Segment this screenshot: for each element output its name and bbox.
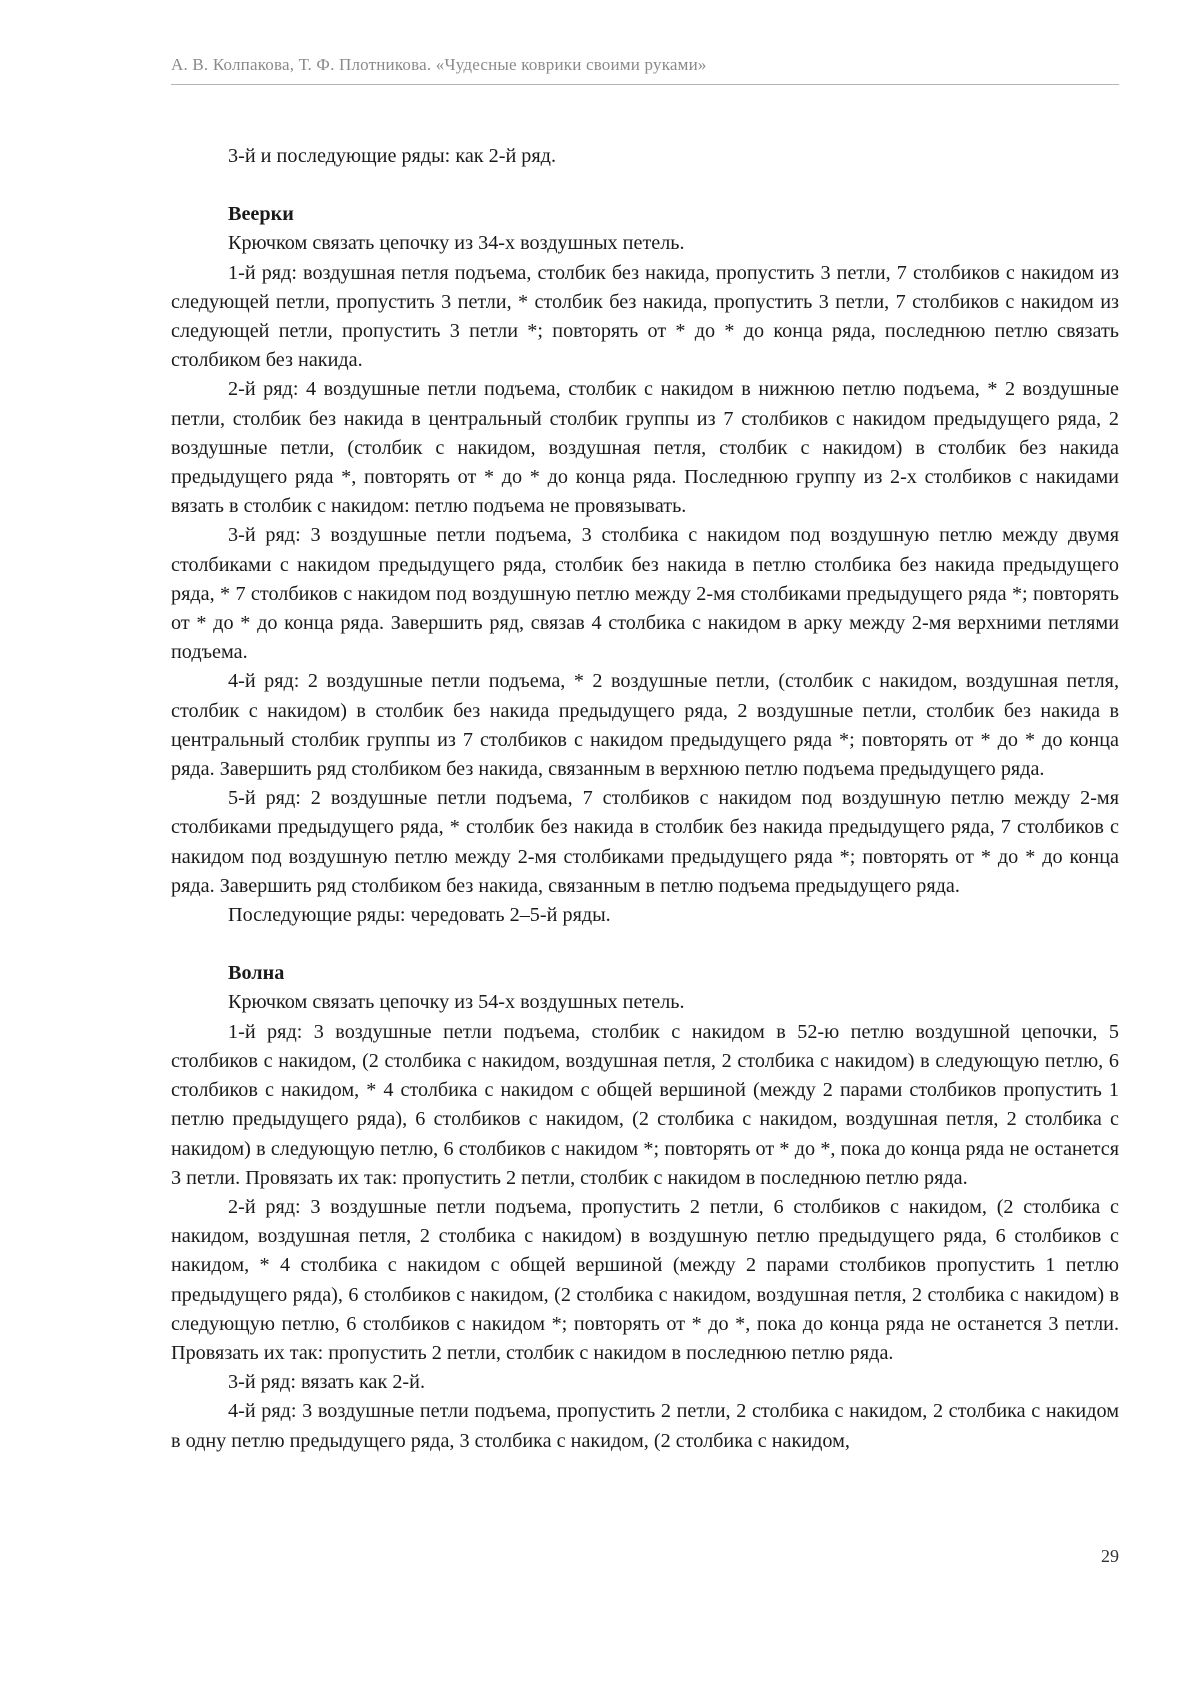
page-number: 29	[1101, 1546, 1119, 1566]
section-title-veerki: Веерки	[228, 203, 294, 226]
paragraph: 3-й и последующие ряды: как 2-й ряд.	[228, 145, 556, 167]
paragraph: Крючком связать цепочку из 54-х воздушных петель.	[228, 991, 685, 1014]
section-gap	[171, 930, 1119, 959]
paragraph: 4-й ряд: 2 воздушные петли подъема, * 2 воздушные петли, (столбик с накидом, воздушная петля, столбик с накидом) в столбик без накида предыдущего ряда, 2 воздушные петли, столбик без накида в центральный столбик группы из 7 столбиков с накидом предыдущего ряда *; повторять от * до * до конца ряда. Завершить ряд столбиком без накида, связанным в верхнюю петлю подъема предыдущего ряда.	[171, 670, 1119, 781]
running-header: А. В. Колпакова, Т. Ф. Плотникова. «Чудесные коврики своими руками»	[171, 55, 1119, 85]
paragraph: 5-й ряд: 2 воздушные петли подъема, 7 столбиков с накидом под воздушную петлю между 2-мя столбиками предыдущего ряда, * столбик без накида в столбик без накида предыдущего ряда, 7 столбиков с накидом под воздушную петлю между 2-мя столбиками предыдущего ряда *; повторять от * до * до конца ряда. Завершить ряд столбиком без накида, связанным в петлю подъема предыдущего ряда.	[171, 787, 1119, 897]
paragraph: Крючком связать цепочку из 34-х воздушных петель.	[228, 232, 685, 255]
paragraph: 2-й ряд: 3 воздушные петли подъема, пропустить 2 петли, 6 столбиков с накидом, (2 столбика с накидом, воздушная петля, 2 столбика с накидом) в воздушную петлю предыдущего ряда, 6 столбиков с накидом, * 4 столбика с накидом с общей вершиной (между 2 парами столбиков пропустить 1 петлю предыдущего ряда), 6 столбиков с накидом, (2 столбика с накидом, воздушная петля, 2 столбика с накидом) в следующую петлю, 6 столбиков с накидом *; повторять от * до *, пока до конца ряда не останется 3 петли. Провязать их так: пропустить 2 петли, столбик с накидом в последнюю петлю ряда.	[171, 1195, 1119, 1364]
paragraph: 1-й ряд: воздушная петля подъема, столбик без накида, пропустить 3 петли, 7 столбиков с накидом из следующей петли, пропустить 3 петли, * столбик без накида, пропустить 3 петли, 7 столбиков с накидом из следующей петли, пропустить 3 петли *; повторять от * до * до конца ряда, последнюю петлю связать столбиком без накида.	[171, 261, 1119, 372]
page-body	[171, 142, 1119, 1456]
paragraph: 3-й ряд: 3 воздушные петли подъема, 3 столбика с накидом под воздушную петлю между двумя столбиками с накидом предыдущего ряда, столбик без накида в петлю столбика без накида предыдущего ряда, * 7 столбиков с накидом под воздушную петлю между 2-мя столбиками предыдущего ряда *; повторять от * до * до конца ряда. Завершить ряд, связав 4 столбика с накидом в арку между 2-мя верхними петлями подъема.	[171, 524, 1119, 664]
paragraph: 4-й ряд: 3 воздушные петли подъема, пропустить 2 петли, 2 столбика с накидом, 2 столбика с накидом в одну петлю предыдущего ряда, 3 столбика с накидом, (2 столбика с накидом,	[171, 1400, 1119, 1452]
section-title-volna: Волна	[228, 962, 285, 985]
paragraph: Последующие ряды: чередовать 2–5-й ряды.	[228, 904, 611, 927]
paragraph: 3-й ряд: вязать как 2-й.	[228, 1371, 425, 1394]
paragraph: 1-й ряд: 3 воздушные петли подъема, столбик с накидом в 52-ю петлю воздушной цепочки, 5 столбиков с накидом, (2 столбика с накидом, воздушная петля, 2 столбика с накидом) в следующую петлю, 6 столбиков с накидом, * 4 столбика с накидом с общей вершиной (между 2 парами столбиков пропустить 1 петлю предыдущего ряда), 6 столбиков с накидом, (2 столбика с накидом, воздушная петля, 2 столбика с накидом) в следующую петлю, 6 столбиков с накидом *; повторять от * до *, пока до конца ряда не останется 3 петли. Провязать их так: пропустить 2 петли, столбик с накидом в последнюю петлю ряда.	[171, 1020, 1119, 1189]
section-gap	[171, 171, 1119, 200]
paragraph: 2-й ряд: 4 воздушные петли подъема, столбик с накидом в нижнюю петлю подъема, * 2 воздушные петли, столбик без накида в центральный столбик группы из 7 столбиков с накидом предыдущего ряда, 2 воздушные петли, (столбик с накидом, воздушная петля, столбик с накидом) в столбик без накида предыдущего ряда *, повторять от * до * до конца ряда. Последнюю группу из 2-х столбиков с накидами вязать в столбик с накидом: петлю подъема не провязывать.	[171, 378, 1119, 518]
